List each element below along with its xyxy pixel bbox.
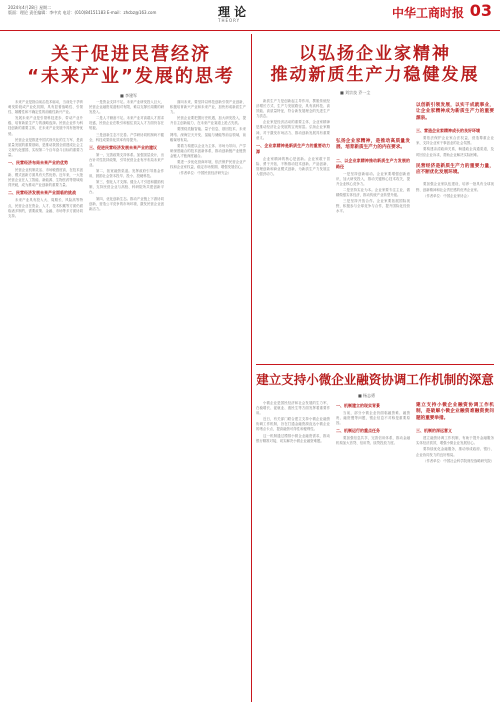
paragraph: （作者单位：中国社会科学院财经战略研究院） xyxy=(423,458,494,463)
article1-col1 xyxy=(8,100,83,700)
article1-title-line1: 关于促进民营经济 xyxy=(51,44,211,65)
article1-byline: ■ 李建军 xyxy=(120,93,138,98)
paragraph: 民营企业要把握历史机遇，加大研发投入，提升自主创新能力，在未来产业赛道上抢占先机。 xyxy=(170,116,246,126)
paragraph: 第二，拓宽融资渠道。发挥政府引导基金作用，鼓励社会资本投早、投小、投硬科技。 xyxy=(89,169,164,179)
issue-date: 2024年4月28日 星期二 xyxy=(8,5,52,10)
article2-title-line2: 推动新质生产力稳健发展 xyxy=(270,65,480,85)
article2-body xyxy=(256,99,494,361)
subheading: 二、民营经济发展未来产业面临的挑战 xyxy=(8,190,76,196)
article1-title-line2: “未来产业”发展的思考 xyxy=(27,66,235,87)
paragraph: 第四，优化创新生态。推动产业链上下游协同创新，营造公平竞争的市场环境，激发民营企业创新活力。 xyxy=(89,196,164,211)
editor-info: 版面：理论 责任编辑：李中宾 电话：(010)84151183 E-mail：zhcbz@163.com xyxy=(8,10,157,15)
paragraph: 小微企业是国民经济和社会发展的生力军，在稳增长、促就业、惠民生等方面发挥着重要作用。 xyxy=(256,401,330,416)
subheading: 一、民营经济布局未来产业的优势 xyxy=(8,160,68,166)
paragraph: 要加强信息共享，完善信用体系，推动金融机构加大首贷、信用贷、续贷投放力度。 xyxy=(336,436,410,446)
paragraph: 要进一步优化营商环境，依法保护民营企业产权和企业家权益，稳定市场预期，增强发展信心。 xyxy=(170,160,246,170)
paragraph: 当前，部分小微企业仍面临融资难、融资贵、融资慢等问题，银企信息不对称是重要原因。 xyxy=(336,411,410,426)
subheading: 二、以企业家精神推动新质生产力发展的路径 xyxy=(336,157,410,169)
paragraph: （作者单位：中国民营经济研究会） xyxy=(177,171,232,176)
article3-col2 xyxy=(336,401,410,700)
paragraph: 面向未来，要坚持以科技创新引领产业创新，积极培育新兴产业和未来产业，加快形成新质生产力。 xyxy=(170,100,246,115)
newspaper-name: 中华工商时报 xyxy=(391,6,464,20)
article2-pullquote: 以创新引领发展，以实干成就事业，让企业家精神成为新质生产力的重要源泉。 xyxy=(416,103,494,121)
paragraph: 民营企业是推进中国式现代化的生力军，是高质量发展的重要基础，是推动我国全面建成社会主义现代化强国、实现第二个百年奋斗目标的重要力量。 xyxy=(8,137,83,157)
paragraph: 建立融资协调工作机制，有助于提升金融服务实体经济质效，增强小微企业发展信心。 xyxy=(416,436,494,446)
paragraph: 未来产业具有投入大、周期长、风险高等特点，民营企业在资金、人才、技术积累等方面仍面临诸多制约，需要政策、金融、市场等多方面协同支持。 xyxy=(8,198,83,218)
paragraph: 二是坚持实业为本。企业家要专注主业，做精做强实体经济，推动传统产业转型升级。 xyxy=(336,188,410,198)
paragraph: 企业家是经济活动的重要主体，企业家精神是推动经济社会发展的宝贵财富。弘扬企业家精神，对于激发市场活力、推动创新发展具有重要意义。 xyxy=(256,120,330,140)
paragraph: 要着力构建以企业为主体、市场为导向、产学研深度融合的技术创新体系，推动创新链产业链资金链人才链深度融合。 xyxy=(170,143,246,158)
subheading: 二、机制运行的重点任务 xyxy=(336,428,380,434)
page-number: 03 xyxy=(469,1,492,20)
subheading: 一、机制建立的现实背景 xyxy=(336,403,380,408)
article2-pullquote: 弘扬企业家精神，是推动高质量发展、培育新质生产力的内在要求。 xyxy=(336,139,410,151)
article2-col2 xyxy=(336,99,410,361)
article1-col3 xyxy=(170,100,246,700)
column-divider xyxy=(251,34,252,702)
section-title: 理 论 xyxy=(218,5,247,19)
paragraph: 要围绕类脑智能、量子信息、基因技术、未来网络、深海空天开发、氢能与储能等前沿领域，前瞻谋划布局。 xyxy=(170,127,246,142)
article1-col2 xyxy=(89,100,164,700)
article2-byline: ■ 刘宗良 乔一尘 xyxy=(340,90,371,95)
paragraph: 一是资金支持不足。未来产业研发投入巨大，民营企业融资渠道相对有限，难以支撑长周期的研发投入。 xyxy=(89,100,164,115)
article3-col3 xyxy=(416,401,494,700)
paragraph: 第三，强化人才支撑。健全人才引进和激励机制，支持民营企业与高校、科研院所共建创新平台。 xyxy=(89,180,164,195)
paragraph: 要加强企业家队伍建设，培养一批具有全球视野、创新精神和社会责任感的优秀企业家。 xyxy=(416,182,494,192)
paragraph: 发展未来产业是引领科技进步、带动产业升级、培育新质生产力的战略选择。民营企业作为科技创新的重要主体，在未来产业发展中具有独特优势。 xyxy=(8,116,83,136)
subheading: 一、企业家精神是新质生产力的重要动力源 xyxy=(256,142,330,154)
article1-title xyxy=(18,44,244,88)
paragraph: 要持续优化金融服务，推动形成政府、银行、企业协同发力的良好格局。 xyxy=(416,447,494,457)
paragraph: 三是坚持开放合作。企业家要拓展国际视野，积极参与全球竞争与合作，提升国际化经营水平。 xyxy=(336,199,410,214)
paragraph: 一是坚持创新驱动。企业家要增强创新意识，加大研发投入，推动关键核心技术攻关，提升企业核心竞争力。 xyxy=(336,171,410,186)
issue-meta xyxy=(8,5,156,15)
paragraph: 这一机制通过摸排小微企业融资需求，推动银行精准对接，切实解决小微企业融资难题。 xyxy=(256,433,330,443)
paragraph: 新质生产力是创新起主导作用，摆脱传统经济增长方式、生产力发展路径，具有高科技、高效能、高质量特征，符合新发展理念的先进生产力质态。 xyxy=(256,99,330,119)
section-title-en: THEORY xyxy=(218,18,241,23)
section-divider xyxy=(256,364,494,365)
article2-col3 xyxy=(416,99,494,361)
article2-pullquote: 民营经济是新质生产力的重要力量，应不断优化发展环境。 xyxy=(416,163,494,175)
article2-title-line1: 以弘扬企业家精神 xyxy=(299,44,451,64)
subheading: 三、营造企业家精神成长的良好环境 xyxy=(416,128,480,134)
paragraph: 第一，完善政策支持体系。加强顶层设计，出台针对性扶持政策，引导民营企业有序布局未来产业。 xyxy=(89,152,164,167)
subheading: 三、促进民营经济发展未来产业的建议 xyxy=(89,144,157,150)
paragraph: （作者单位：中国企业家协会） xyxy=(423,193,471,198)
page-header xyxy=(0,0,500,31)
paragraph: 企业家精神的核心是创新。企业家敢于冒险、勇于开拓，不断推动技术创新、产品创新、管理创新和商业模式创新，为新质生产力发展注入强劲动力。 xyxy=(256,156,330,177)
article3-byline: ■ 杨志勇 xyxy=(358,393,376,398)
paragraph: 民营企业机制灵活、市场敏感度高，在技术创新、模式创新方面具有天然优势。近年来，一大批民营企业在人工智能、新能源、生物医药等领域取得突破，成为推动产业创新的重要力量。 xyxy=(8,168,83,188)
article1-body xyxy=(8,100,247,700)
article3-title: 建立支持小微企业融资协调工作机制的深意 xyxy=(256,372,494,387)
article3-col1 xyxy=(256,401,330,700)
article2-col1 xyxy=(256,99,330,361)
subheading: 三、机制的深远意义 xyxy=(416,428,452,434)
paragraph: 要构建亲清政商关系，畅通政企沟通渠道，及时回应企业诉求，帮助企业解决实际困难。 xyxy=(416,147,494,157)
paragraph: 未来产业是指由前沿技术驱动，当前处于孕育萌发阶段或产业化初期，具有显著战略性、引领性、颠覆性和不确定性的前瞻性新兴产业。 xyxy=(8,100,83,115)
paragraph: 要依法保护企业家合法权益，营造尊重企业家、支持企业家干事创业的社会氛围。 xyxy=(416,136,494,146)
article3-body xyxy=(256,401,494,700)
paragraph: 近日，有关部门联合建立支持小微企业融资协调工作机制，旨在打通金融资源直达小微企业的堵点卡点，提高融资可得性和便利性。 xyxy=(256,417,330,432)
paragraph: 二是人才储备不足。未来产业对高端人才需求旺盛，民营企业在吸引和留住顶尖人才方面仍存在短板。 xyxy=(89,116,164,131)
article2-title xyxy=(258,44,492,86)
article3-pullquote: 建立支持小微企业融资协调工作机制，是破解小微企业融资难融资贵问题的重要举措。 xyxy=(416,403,494,421)
paragraph: 三是创新生态不完善。产学研协同机制尚不健全，科技成果转化效率有待提升。 xyxy=(89,132,164,142)
